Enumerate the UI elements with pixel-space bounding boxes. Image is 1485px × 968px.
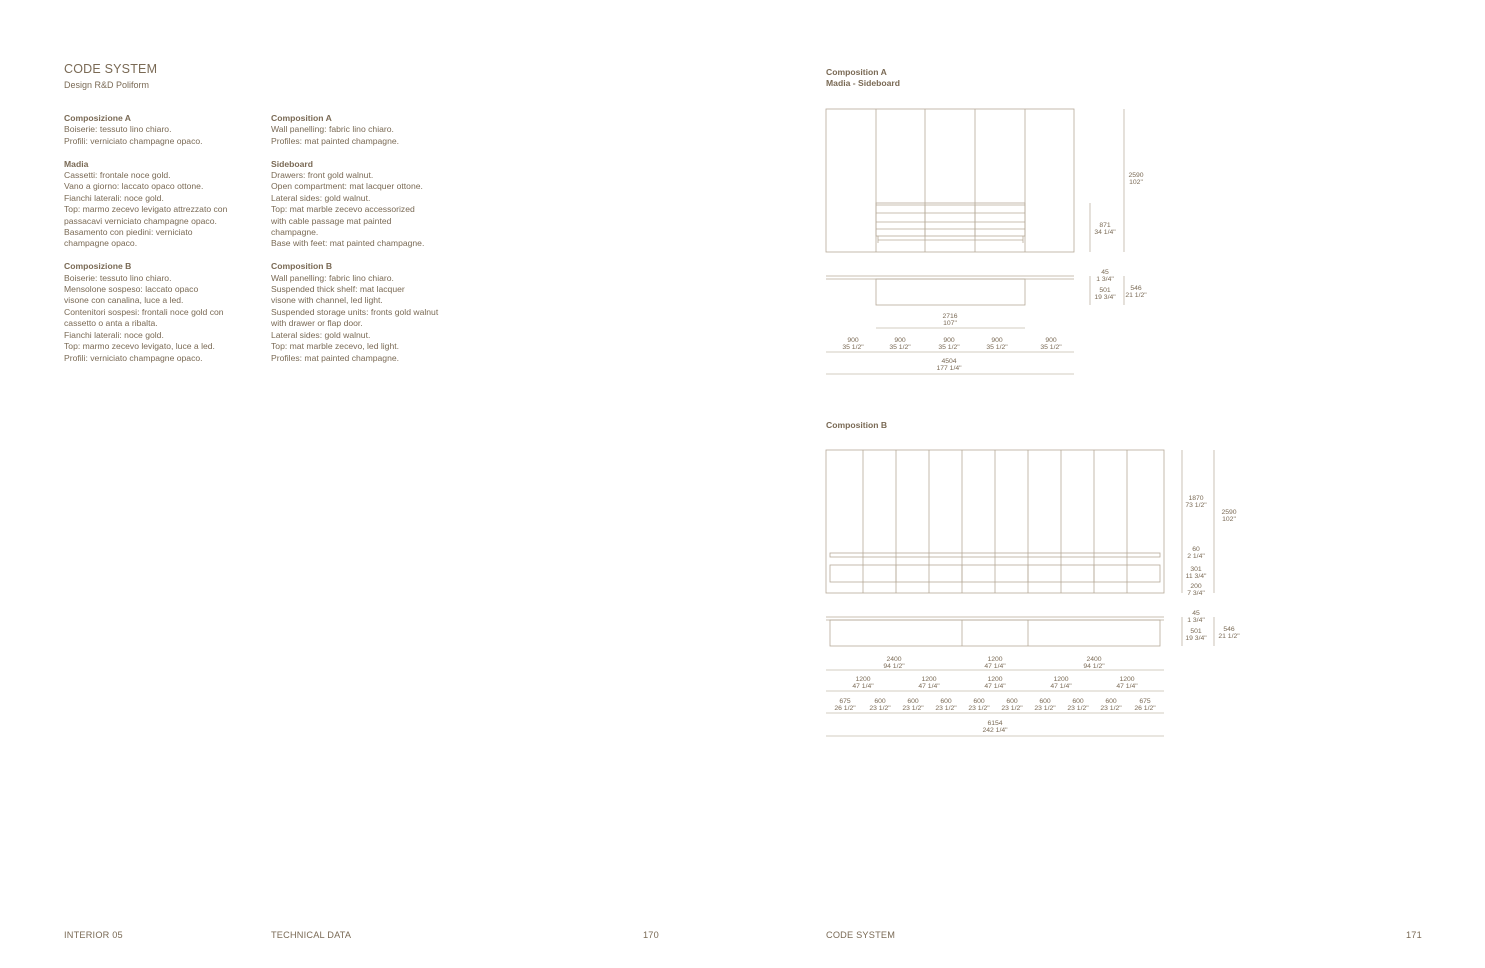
spec-line: passacavi verniciato champagne opaco.	[64, 215, 217, 226]
spec-line: Top: mat marble zecevo accessorized	[271, 204, 415, 215]
dim-text: 1200	[855, 676, 871, 683]
dim-text: 47 1/4"	[984, 663, 1006, 670]
spec-line: Cassetti: frontale noce gold.	[64, 170, 171, 181]
dim-text: 102"	[1129, 179, 1143, 186]
dim-text: 26 1/2"	[834, 705, 856, 712]
storage-plan	[830, 620, 1160, 646]
dim-text: 7 3/4"	[1187, 590, 1205, 597]
dim-text: 60	[1192, 546, 1200, 553]
dim-text: 2716	[942, 313, 958, 320]
sideboard-body	[876, 203, 1025, 236]
spec-line: Base with feet: mat painted champagne.	[271, 238, 425, 249]
dim-text: 35 1/2"	[986, 344, 1008, 351]
dim-text: 23 1/2"	[935, 705, 957, 712]
spec-line: Profili: verniciato champagne opaco.	[64, 135, 203, 146]
spec-line: champagne opaco.	[64, 238, 138, 249]
dim-text: 45	[1192, 610, 1200, 617]
dim-text: 23 1/2"	[869, 705, 891, 712]
dim-text: 200	[1190, 583, 1202, 590]
dim-text: 2590	[1221, 509, 1237, 516]
spec-line: Fianchi laterali: noce gold.	[64, 329, 164, 340]
dim-text: 900	[1045, 337, 1057, 344]
spec-line: Profiles: mat painted champagne.	[271, 352, 400, 363]
composition-a-elevation	[826, 109, 1124, 252]
dim-text: 23 1/2"	[1001, 705, 1023, 712]
spec-line: Suspended storage units: fronts gold walnut	[271, 306, 439, 317]
composition-a-plan	[826, 276, 1124, 374]
dim-text: 47 1/4"	[852, 683, 874, 690]
footer-chapter-label: TECHNICAL DATA	[271, 930, 352, 940]
dim-text: 242 1/4"	[982, 727, 1008, 734]
dim-text: 2590	[1128, 172, 1144, 179]
spec-heading: Composizione A	[64, 113, 131, 123]
dim-text: 2 1/4"	[1187, 553, 1205, 560]
dim-text: 4504	[941, 358, 957, 365]
dim-text: 177 1/4"	[936, 365, 962, 372]
dim-text: 102"	[1222, 516, 1236, 523]
dim-text: 2400	[886, 656, 902, 663]
dim-text: 45	[1101, 269, 1109, 276]
spec-line: with drawer or flap door.	[271, 318, 363, 329]
spec-line: Fianchi laterali: noce gold.	[64, 192, 164, 203]
spec-line: Mensolone sospeso: laccato opaco	[64, 284, 199, 295]
dim-text: 871	[1099, 222, 1111, 229]
page-number-right: 171	[1406, 930, 1422, 940]
spec-heading: Composition A	[271, 113, 332, 123]
dim-text: 546	[1130, 285, 1142, 292]
spec-line: visone with channel, led light.	[271, 295, 383, 306]
dim-text: 26 1/2"	[1134, 705, 1156, 712]
spec-line: Top: marmo zecevo levigato attrezzato con	[64, 204, 228, 215]
spec-line: with cable passage mat painted	[271, 215, 392, 226]
dim-text: 35 1/2"	[889, 344, 911, 351]
dim-text: 600	[1039, 698, 1051, 705]
spec-line: Contenitori sospesi: frontali noce gold con	[64, 306, 224, 317]
spec-line: Top: marmo zecevo levigato, luce a led.	[64, 341, 215, 352]
spec-line: Open compartment: mat lacquer ottone.	[271, 181, 423, 192]
dim-text: 34 1/4"	[1094, 229, 1116, 236]
dim-text: 900	[991, 337, 1003, 344]
dim-text: 73 1/2"	[1185, 502, 1207, 509]
spec-line: Boiserie: tessuto lino chiaro.	[64, 124, 172, 135]
spec-heading: Composition B	[271, 261, 333, 272]
spec-line: cassetto o anta a ribalta.	[64, 318, 158, 329]
footer-product-label: CODE SYSTEM	[826, 930, 896, 940]
dim-text: 94 1/2"	[883, 663, 905, 670]
dim-text: 47 1/4"	[1116, 683, 1138, 690]
spec-heading: Madia	[64, 158, 89, 169]
dim-text: 6154	[987, 720, 1003, 727]
spec-line: Wall panelling: fabric lino chiaro.	[271, 124, 394, 135]
dim-text: 23 1/2"	[1100, 705, 1122, 712]
spec-line: Profili: verniciato champagne opaco.	[64, 352, 203, 363]
dim-text: 1200	[921, 676, 937, 683]
composition-a-label: Composition A	[826, 67, 887, 77]
dim-text: 35 1/2"	[842, 344, 864, 351]
dim-text: 501	[1099, 287, 1111, 294]
dim-text: 1200	[987, 656, 1003, 663]
spec-line: Drawers: front gold walnut.	[271, 170, 374, 181]
dim-text: 94 1/2"	[1083, 663, 1105, 670]
dim-text: 501	[1190, 628, 1202, 635]
dim-text: 47 1/4"	[918, 683, 940, 690]
dim-text: 600	[874, 698, 886, 705]
dim-text: 47 1/4"	[1050, 683, 1072, 690]
dim-text: 23 1/2"	[968, 705, 990, 712]
dim-text: 301	[1190, 566, 1202, 573]
dim-text: 1870	[1188, 495, 1204, 502]
spec-line: Boiserie: tessuto lino chiaro.	[64, 272, 172, 283]
dim-text: 900	[943, 337, 955, 344]
dim-text: 900	[847, 337, 859, 344]
dim-text: 21 1/2"	[1125, 292, 1147, 299]
wall-panelling	[826, 109, 1074, 252]
dim-text: 2400	[1086, 656, 1102, 663]
spec-heading: Sideboard	[271, 158, 314, 169]
spec-line: Lateral sides: gold walnut.	[271, 192, 371, 203]
dim-text: 11 3/4"	[1185, 573, 1207, 580]
dim-text: 600	[940, 698, 952, 705]
dim-text: 35 1/2"	[1040, 344, 1062, 351]
dim-text: 1 3/4"	[1187, 617, 1205, 624]
dim-text: 675	[1139, 698, 1151, 705]
dim-text: 35 1/2"	[938, 344, 960, 351]
dim-text: 23 1/2"	[1067, 705, 1089, 712]
spec-line: Basamento con piedini: verniciato	[64, 227, 193, 238]
dim-text: 19 3/4"	[1185, 635, 1207, 642]
dim-text: 107"	[943, 320, 957, 327]
dim-text: 1200	[1053, 676, 1069, 683]
spec-line: visone con canalina, luce a led.	[64, 295, 184, 306]
dim-text: 19 3/4"	[1094, 294, 1116, 301]
spec-line: Vano a giorno: laccato opaco ottone.	[64, 181, 204, 192]
page-subtitle: Design R&D Poliform	[64, 80, 150, 90]
dim-text: 600	[973, 698, 985, 705]
composition-b-plan	[826, 617, 1214, 736]
spec-line: Suspended thick shelf: mat lacquer	[271, 284, 405, 295]
composition-b-title: Composition B	[826, 420, 888, 430]
dim-text: 1 3/4"	[1096, 276, 1114, 283]
dim-text: 675	[839, 698, 851, 705]
spec-line: Wall panelling: fabric lino chiaro.	[271, 272, 394, 283]
dim-text: 600	[1105, 698, 1117, 705]
dim-text: 1200	[1119, 676, 1135, 683]
spec-line: Top: mat marble zecevo, led light.	[271, 341, 400, 352]
spec-line: Profiles: mat painted champagne.	[271, 135, 400, 146]
dim-text: 23 1/2"	[902, 705, 924, 712]
dim-text: 600	[1072, 698, 1084, 705]
dim-text: 600	[1006, 698, 1018, 705]
sideboard-plan	[876, 279, 1025, 305]
dim-text: 600	[907, 698, 919, 705]
footer-section-label: INTERIOR 05	[64, 930, 123, 940]
page-number-left: 170	[643, 930, 659, 940]
spec-line: champagne.	[271, 227, 319, 238]
dim-text: 21 1/2"	[1218, 633, 1240, 640]
composition-b-elevation	[826, 450, 1214, 593]
sideboard-label: Madia - Sideboard	[826, 78, 901, 89]
spec-heading: Composizione B	[64, 261, 132, 272]
dim-text: 546	[1223, 626, 1235, 633]
spec-line: Lateral sides: gold walnut.	[271, 329, 371, 340]
dim-text: 1200	[987, 676, 1003, 683]
page-title: CODE SYSTEM	[64, 62, 158, 76]
dim-text: 47 1/4"	[984, 683, 1006, 690]
dim-text: 23 1/2"	[1034, 705, 1056, 712]
dim-text: 900	[894, 337, 906, 344]
